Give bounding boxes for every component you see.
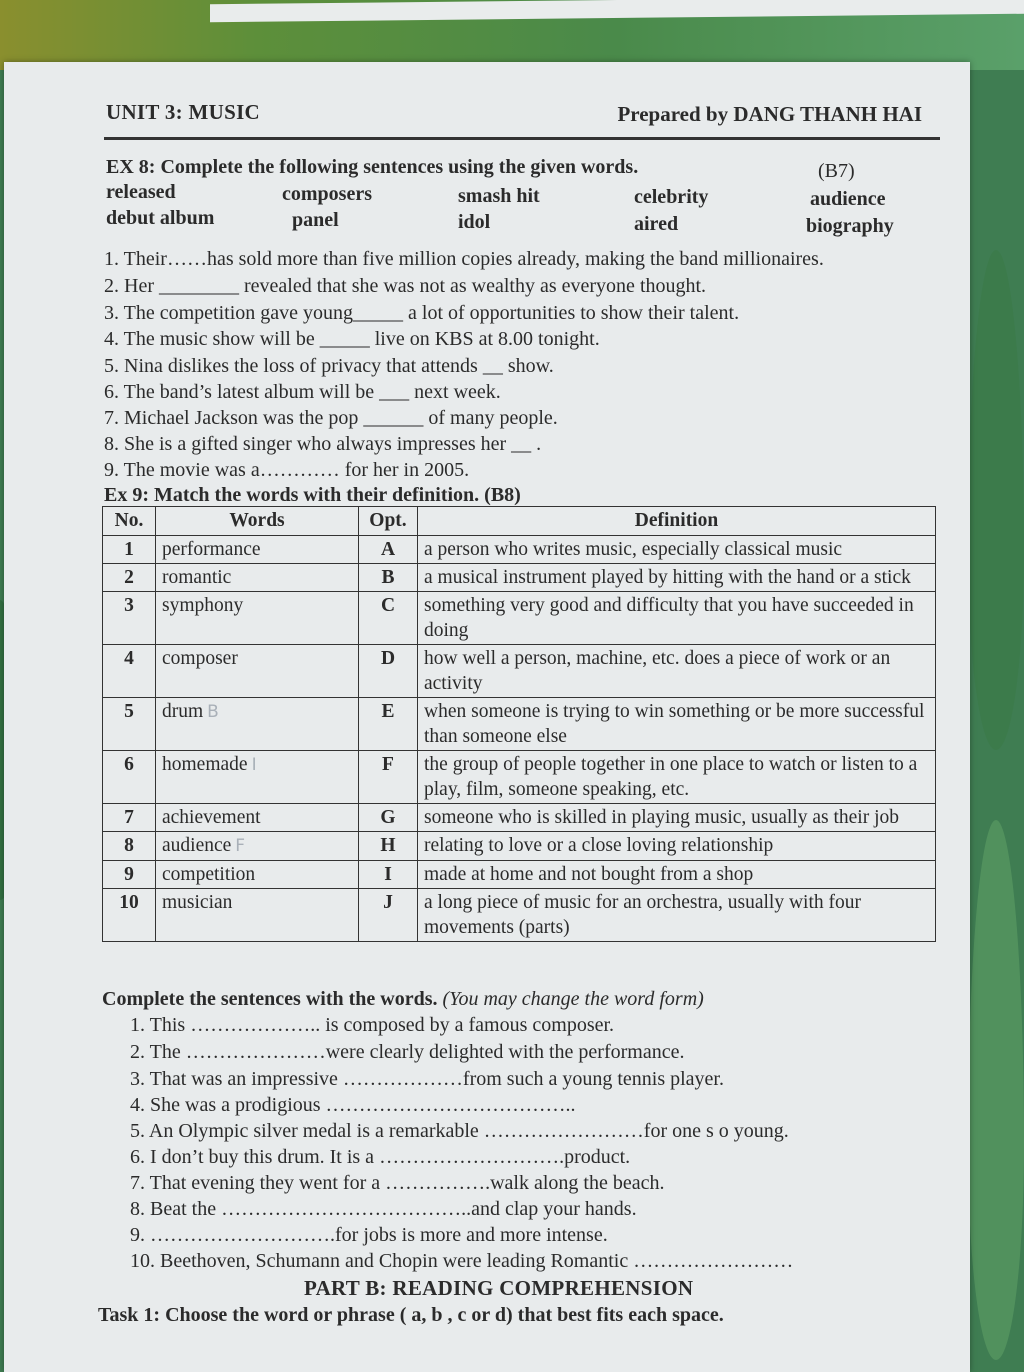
row-definition: how well a person, machine, etc. does a piece of work or an activity — [418, 645, 936, 698]
row-word — [156, 592, 359, 645]
table-row — [103, 536, 936, 564]
word-box-item: smash hit — [458, 185, 540, 207]
handwritten-answer-mark: B — [207, 702, 219, 722]
row-option: F — [359, 751, 418, 804]
word-box-item: released — [106, 181, 176, 203]
complete-sentence: 10. Beethoven, Schumann and Chopin were leading Romantic …………………… — [130, 1250, 794, 1272]
row-number: 1 — [103, 536, 156, 564]
row-option: H — [359, 832, 418, 861]
background-leaf — [968, 820, 1024, 1360]
row-definition: when someone is trying to win something or be more successful than someone else — [418, 698, 936, 751]
row-number: 5 — [103, 698, 156, 751]
complete-sentence: 7. That evening they went for a …………….walk along the beach. — [130, 1172, 665, 1194]
row-definition: relating to love or a close loving relationship — [418, 832, 936, 861]
word-text: symphony — [162, 595, 244, 616]
complete-sentence: 4. She was a prodigious ……………………………….. — [130, 1094, 576, 1116]
row-word — [156, 751, 359, 804]
ex8-sentence: 7. Michael Jackson was the pop ______ of many people. — [104, 407, 558, 429]
row-option: B — [359, 564, 418, 592]
word-box-item: celebrity — [634, 186, 709, 208]
complete-title-italic: (You may change the word form) — [442, 988, 704, 1010]
ex8-sentence: 1. Their……has sold more than five million copies already, making the band millionaires. — [104, 248, 824, 270]
row-word — [156, 889, 359, 942]
word-text: achievement — [162, 807, 261, 828]
row-definition: a person who writes music, especially classical music — [418, 536, 936, 564]
word-box-item: idol — [458, 211, 491, 233]
ex8-code: (B7) — [818, 160, 855, 182]
table-row — [103, 889, 936, 942]
word-box-item: aired — [634, 213, 679, 235]
row-word — [156, 536, 359, 564]
table-row — [103, 592, 936, 645]
row-option: A — [359, 536, 418, 564]
row-definition: someone who is skilled in playing music, usually as their job — [418, 804, 936, 832]
background-leaf — [968, 250, 1024, 750]
row-number: 9 — [103, 861, 156, 889]
row-word — [156, 698, 359, 751]
complete-title-bold: Complete the sentences with the words. — [102, 988, 438, 1010]
row-number: 6 — [103, 751, 156, 804]
word-text: romantic — [162, 567, 232, 588]
complete-sentence: 2. The …………………were clearly delighted with the performance. — [130, 1041, 685, 1063]
ex8-sentence: 6. The band’s latest album will be ___ next week. — [104, 381, 501, 403]
ex8-sentence: 5. Nina dislikes the loss of privacy that attends __ show. — [104, 355, 554, 377]
row-option: I — [359, 861, 418, 889]
word-box-item: debut album — [106, 207, 215, 229]
row-number: 3 — [103, 592, 156, 645]
complete-sentence: 8. Beat the ………………………………..and clap your hands. — [130, 1198, 637, 1220]
row-definition: made at home and not bought from a shop — [418, 861, 936, 889]
row-definition: a long piece of music for an orchestra, usually with four movements (parts) — [418, 889, 936, 942]
word-text: drum — [162, 701, 204, 722]
row-definition: the group of people together in one place to watch or listen to a play, film, someone speaking, etc. — [418, 751, 936, 804]
row-number: 4 — [103, 645, 156, 698]
table-header-row — [103, 507, 936, 536]
row-definition: something very good and difficulty that you have succeeded in doing — [418, 592, 936, 645]
table-row — [103, 804, 936, 832]
handwritten-answer-mark: I — [251, 755, 257, 775]
word-box-item: panel — [292, 209, 339, 231]
row-option: D — [359, 645, 418, 698]
author-credit: Prepared by DANG THANH HAI — [617, 102, 922, 126]
table-row — [103, 861, 936, 889]
word-box-item: biography — [806, 215, 894, 237]
ex8-title: EX 8: Complete the following sentences using the given words. — [106, 156, 639, 178]
matching-table — [102, 506, 936, 942]
word-text: audience — [162, 835, 232, 856]
complete-sentence: 1. This ……………….. is composed by a famous composer. — [130, 1014, 615, 1036]
row-number: 8 — [103, 832, 156, 861]
row-definition: a musical instrument played by hitting with the hand or a stick — [418, 564, 936, 592]
word-text: homemade — [162, 754, 248, 775]
col-header-no: No. — [103, 507, 156, 536]
row-option: E — [359, 698, 418, 751]
row-word — [156, 645, 359, 698]
word-text: musician — [162, 892, 233, 913]
row-word — [156, 564, 359, 592]
complete-sentence: 9. ……………………….for jobs is more and more intense. — [130, 1224, 608, 1246]
page-header — [104, 98, 940, 140]
word-text: performance — [162, 539, 261, 560]
ex8-sentence: 3. The competition gave young_____ a lot of opportunities to show their talent. — [104, 302, 740, 324]
row-word — [156, 861, 359, 889]
row-word — [156, 832, 359, 861]
word-box-item: audience — [810, 188, 886, 210]
row-number: 10 — [103, 889, 156, 942]
row-number: 2 — [103, 564, 156, 592]
ex8-sentence: 2. Her ________ revealed that she was not as wealthy as everyone thought. — [104, 275, 707, 297]
complete-sentence: 5. An Olympic silver medal is a remarkable ……………………for one s o young. — [130, 1120, 789, 1142]
word-text: composer — [162, 648, 238, 669]
row-number: 7 — [103, 804, 156, 832]
row-option: G — [359, 804, 418, 832]
col-header-definition: Definition — [418, 507, 936, 536]
part-b-title: PART B: READING COMPREHENSION — [304, 1276, 694, 1300]
ex8-sentence: 9. The movie was a………… for her in 2005. — [104, 459, 470, 481]
complete-sentence: 3. That was an impressive ………………from such a young tennis player. — [130, 1068, 724, 1090]
ex8-sentence: 8. She is a gifted singer who always impresses her __ . — [104, 433, 542, 455]
word-box-item: composers — [282, 183, 372, 205]
table-row — [103, 564, 936, 592]
ex9-title: Ex 9: Match the words with their definition. (B8) — [104, 484, 521, 506]
ex8-sentence: 4. The music show will be _____ live on KBS at 8.00 tonight. — [104, 328, 600, 350]
table-row — [103, 751, 936, 804]
row-word — [156, 804, 359, 832]
complete-sentence: 6. I don’t buy this drum. It is a ……………………….product. — [130, 1146, 631, 1168]
word-text: competition — [162, 864, 256, 885]
col-header-words: Words — [156, 507, 359, 536]
handwritten-answer-mark: F — [235, 836, 246, 856]
table-row — [103, 832, 936, 861]
complete-section-title — [102, 988, 704, 1011]
unit-title: UNIT 3: MUSIC — [106, 100, 261, 124]
table-row — [103, 698, 936, 751]
row-option: J — [359, 889, 418, 942]
task1-instruction: Task 1: Choose the word or phrase ( a, b , c or d) that best fits each space. — [98, 1304, 724, 1326]
row-option: C — [359, 592, 418, 645]
table-row — [103, 645, 936, 698]
col-header-opt: Opt. — [359, 507, 418, 536]
